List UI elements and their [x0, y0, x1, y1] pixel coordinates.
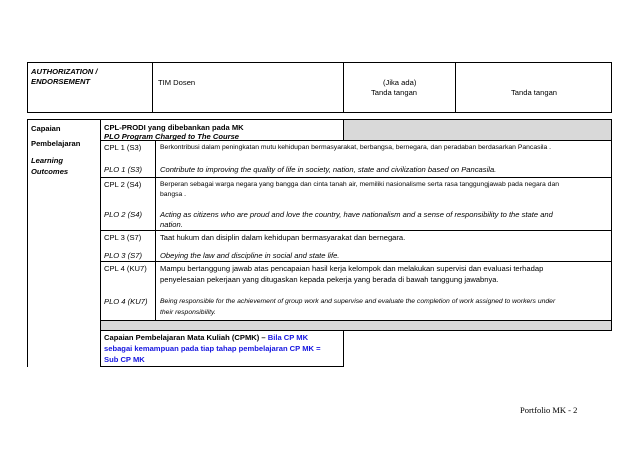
capaian-label: Capaian: [31, 124, 61, 133]
plo-code: PLO 2 (S4): [104, 210, 142, 219]
authorization-label: AUTHORIZATION /: [31, 67, 98, 76]
plo-code: PLO 3 (S7): [104, 251, 142, 260]
cpl-description: Mampu bertanggung jawab atas pencapaian hasil kerja kelompok dan melakukan supervisi dan evaluasi terhadap: [160, 264, 544, 273]
cpl-description-cont: penyelesaian pekerjaan yang ditugaskan kepada pekerja yang berada di bawah tanggung jawabnya.: [160, 275, 499, 284]
learning-label: Learning: [31, 156, 64, 165]
jika-ada-label: (Jika ada): [383, 78, 417, 87]
endorsement-label: ENDORSEMENT: [31, 77, 91, 86]
header-shade: [344, 120, 612, 140]
cpl-code: CPL 3 (S7): [104, 233, 142, 242]
plo-description: Contribute to improving the quality of life in society, nation, state and civilization based on Pancasila.: [160, 165, 497, 174]
plo-description: Obeying the law and discipline in social and state life.: [160, 251, 340, 260]
spacer-shade: [101, 321, 612, 330]
plo-description-cont: their responsibility.: [160, 309, 216, 316]
cpl-code: CPL 2 (S4): [104, 180, 142, 189]
cpl-header-subtitle: PLO Program Charged to The Course: [104, 132, 240, 141]
pembelajaran-label: Pembelajaran: [31, 139, 81, 148]
cpmk-note: sebagai kemampuan pada tiap tahap pembelajaran CP MK =: [104, 344, 321, 353]
cpl-description: Berkontribusi dalam peningkatan mutu kehidupan bermasyarakat, berbangsa, bernegara, dan peradaban berdasarkan Pancasila .: [160, 144, 552, 151]
cpmk-title: [104, 333, 308, 343]
cpmk-note-cont: Sub CP MK: [104, 355, 145, 364]
tim-dosen-label: TIM Dosen: [158, 78, 196, 87]
plo-description-cont: nation.: [160, 220, 183, 229]
cpl-description: Taat hukum dan disiplin dalam kehidupan bermasyarakat dan bernegara.: [160, 233, 406, 242]
plo-code: PLO 1 (S3): [104, 165, 142, 174]
outcomes-label: Outcomes: [31, 167, 69, 176]
cpmk-title-blue: Bila CP MK: [267, 333, 309, 342]
cpmk-title-black: Capaian Pembelajaran Mata Kuliah (CPMK) –: [104, 333, 268, 342]
cpl-code: CPL 1 (S3): [104, 143, 142, 152]
page-footer: Portfolio MK - 2: [520, 405, 578, 415]
cpl-header-title: CPL-PRODI yang dibebankan pada MK: [104, 123, 244, 132]
plo-code: PLO 4 (KU7): [104, 297, 148, 306]
tanda-tangan-2: Tanda tangan: [511, 88, 558, 97]
cpl-description: Berperan sebagai warga negara yang bangga dan cinta tanah air, memiliki nasionalisme serta rasa tanggungjawab pada negara dan: [160, 181, 560, 188]
plo-description: Being responsible for the achievement of group work and supervise and evaluate the completion of work assigned to workers under: [160, 298, 556, 305]
plo-description: Acting as citizens who are proud and love the country, have nationalism and a sense of responsibility to the state and: [160, 210, 553, 219]
cpl-code: CPL 4 (KU7): [104, 264, 147, 273]
cpl-description-cont: bangsa .: [160, 191, 187, 198]
tanda-tangan-1: Tanda tangan: [371, 88, 418, 97]
